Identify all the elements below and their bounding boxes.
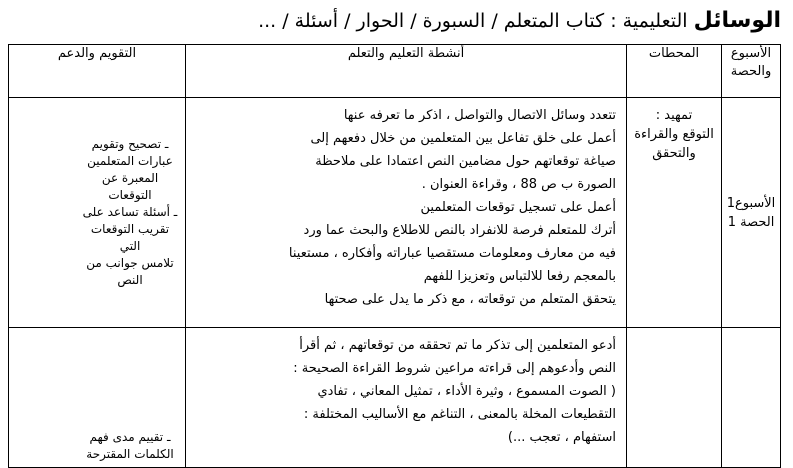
stage-line: تمهيد : bbox=[655, 108, 693, 123]
evaluation-line: الكلمات المقترحة bbox=[86, 447, 174, 461]
header-week-line-2: والحصة bbox=[730, 64, 772, 79]
evaluation-cell bbox=[9, 98, 186, 328]
week-line: الأسبوع1 bbox=[726, 195, 776, 211]
header-stages: المحطات bbox=[627, 45, 722, 98]
evaluation-line: تلامس جوانب من bbox=[86, 256, 174, 270]
stage-line: والتحقق bbox=[652, 146, 696, 161]
activities-cell bbox=[186, 328, 627, 468]
header-week bbox=[722, 45, 781, 98]
stage-cell bbox=[627, 98, 722, 328]
activity-line: استفهام ، تعجب ...) bbox=[507, 430, 616, 445]
header-evaluation: التقويم والدعم bbox=[9, 45, 186, 98]
evaluation-line: ـ تصحيح وتقويم bbox=[91, 137, 169, 151]
table-header-row bbox=[9, 45, 781, 98]
header-activities: أنشطة التعليم والتعلم bbox=[186, 45, 627, 98]
stage-line: التوقع والقراءة bbox=[634, 127, 714, 142]
evaluation-text bbox=[81, 429, 179, 467]
activity-line: أدعو المتعلمين إلى تذكر ما تم تحققه من توقعاتهم ، ثم أقرأ bbox=[299, 338, 616, 353]
page-title bbox=[12, 8, 781, 34]
activity-line: أعمل على خلق تفاعل بين المتعلمين من خلال دفعهم إلى bbox=[310, 131, 616, 146]
activity-line: التقطيعات المخلة بالمعنى ، التناغم مع الأساليب المختلفة : bbox=[303, 407, 616, 422]
stage-cell bbox=[627, 328, 722, 468]
evaluation-line: النص bbox=[117, 273, 143, 287]
activity-line: صياغة توقعاتهم حول مضامين النص اعتمادا على ملاحظة bbox=[315, 154, 616, 169]
activity-line: ( الصوت المسموع ، وثيرة الأداء ، تمثيل المعاني ، تفادي bbox=[317, 384, 616, 399]
activity-line: أترك للمتعلم فرصة للانفراد بالنص للاطلاع والبحث عما ورد bbox=[303, 223, 616, 238]
activity-line: بالمعجم رفعا للالتباس وتعزيزا للفهم bbox=[423, 269, 616, 284]
lesson-plan-table bbox=[8, 44, 781, 468]
week-line: الحصة 1 bbox=[727, 214, 775, 230]
evaluation-line: ـ أسئلة تساعد على bbox=[82, 205, 178, 219]
activity-line: فيه من معارف ومعلومات مستقصيا عباراته وأفكاره ، مستعينا bbox=[288, 246, 616, 261]
title-rest: التعليمية : كتاب المتعلم / السبورة / الحوار / أسئلة / ... bbox=[258, 10, 694, 32]
evaluation-line: المعبرة عن التوقعات bbox=[101, 171, 159, 202]
week-cell bbox=[722, 328, 781, 468]
activity-line: النص وأدعوهم إلى قراءته مراعين شروط القراءة الصحيحة : bbox=[293, 361, 616, 376]
table-row bbox=[9, 98, 781, 328]
evaluation-line: تقريب التوقعات التي bbox=[90, 222, 170, 253]
header-week-line-1: الأسبوع bbox=[730, 46, 772, 61]
evaluation-text bbox=[81, 136, 179, 289]
table-row bbox=[9, 328, 781, 468]
activities-cell bbox=[186, 98, 627, 328]
activity-line: تتعدد وسائل الاتصال والتواصل ، اذكر ما تعرفه عنها bbox=[343, 108, 616, 123]
title-lead: الوسائل bbox=[693, 8, 781, 33]
activity-line: يتحقق المتعلم من توقعاته ، مع ذكر ما يدل على صحتها bbox=[324, 292, 616, 307]
evaluation-line: عبارات المتعلمين bbox=[87, 154, 173, 168]
evaluation-line: ـ تقييم مدى فهم bbox=[89, 430, 171, 444]
evaluation-cell bbox=[9, 328, 186, 468]
activity-line: أعمل على تسجيل توقعات المتعلمين bbox=[420, 200, 616, 215]
week-cell bbox=[722, 98, 781, 328]
activity-line: الصورة ب ص 88 ، وقراءة العنوان . bbox=[421, 177, 616, 192]
